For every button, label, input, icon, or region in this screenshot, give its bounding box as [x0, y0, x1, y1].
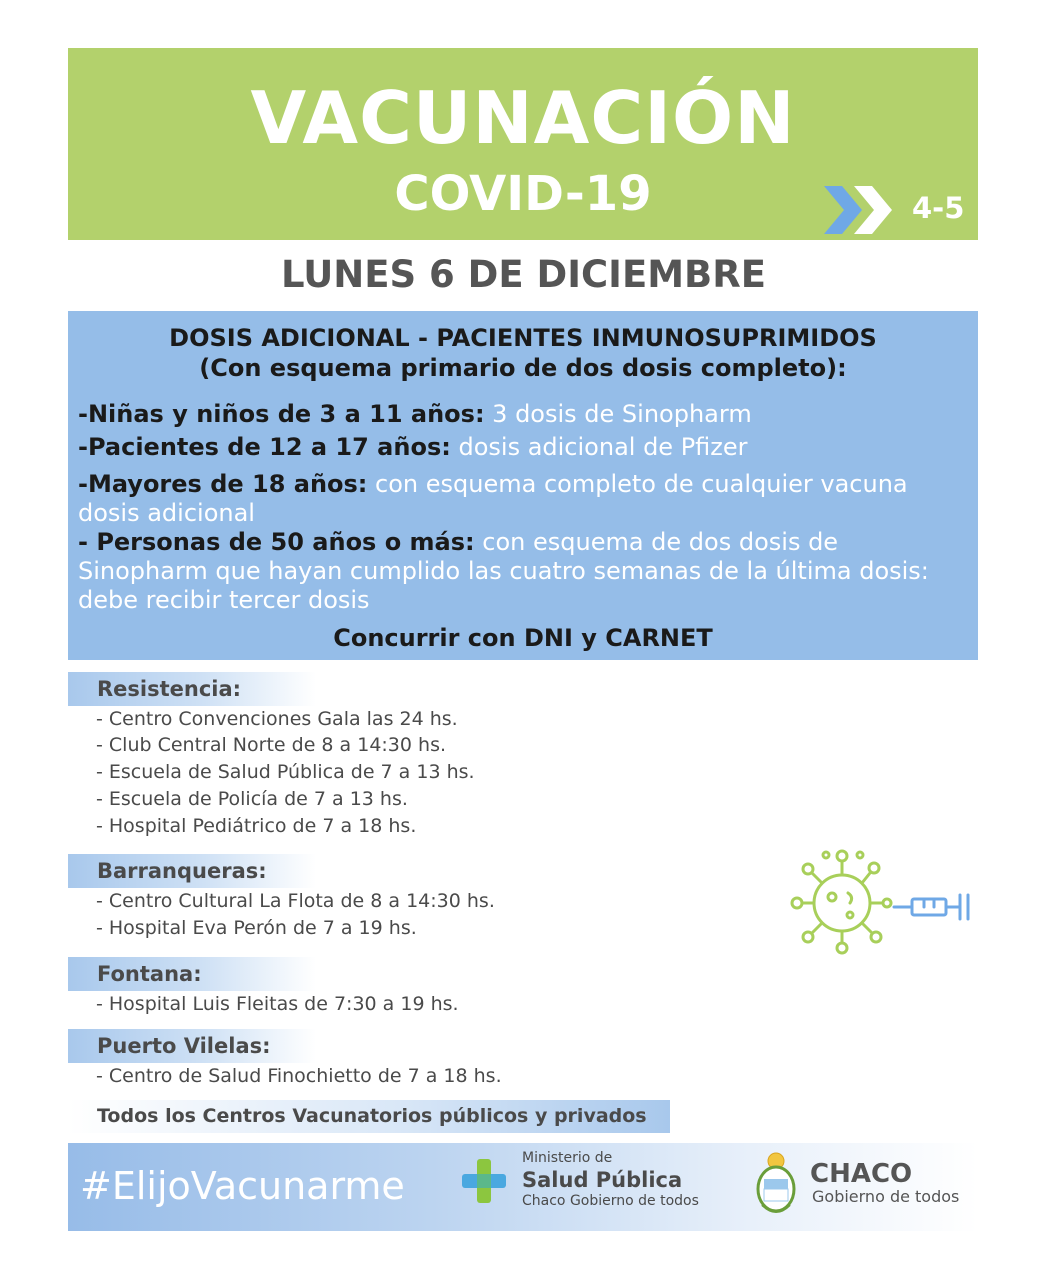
- info-item-label: -Mayores de 18 años:: [78, 470, 368, 498]
- info-item: [78, 400, 973, 429]
- location-item: - Centro de Salud Finochietto de 7 a 18 hs.: [96, 1065, 502, 1087]
- chaco-seal-icon: [752, 1149, 800, 1219]
- date-heading: LUNES 6 DE DICIEMBRE: [280, 253, 767, 296]
- footer-banner: [68, 1143, 978, 1231]
- all-centers-banner: [68, 1100, 670, 1133]
- info-heading: DOSIS ADICIONAL - PACIENTES INMUNOSUPRIMIDOS: [169, 324, 877, 352]
- location-item: - Escuela de Policía de 7 a 13 hs.: [96, 788, 408, 810]
- location-item: - Hospital Eva Perón de 7 a 19 hs.: [96, 917, 417, 939]
- requirement-note: Concurrir con DNI y CARNET: [333, 624, 713, 652]
- city-header-barranqueras: [68, 854, 316, 888]
- hashtag: #ElijoVacunarme: [80, 1164, 405, 1208]
- page-indicator: 4-5: [912, 191, 965, 225]
- title: VACUNACIÓN: [250, 76, 796, 160]
- info-item-text: con esquema completo de cualquier vacuna dosis adicional: [78, 470, 908, 527]
- location-item: - Escuela de Salud Pública de 7 a 13 hs.: [96, 761, 475, 783]
- city-label: Resistencia:: [97, 677, 242, 701]
- city-header-resistencia: [68, 672, 316, 706]
- ministry-name: Salud Pública: [522, 1168, 683, 1192]
- medical-cross-icon: [462, 1159, 506, 1203]
- info-box: [68, 311, 978, 660]
- location-item: - Centro Cultural La Flota de 8 a 14:30 hs.: [96, 890, 495, 912]
- info-item: [78, 433, 973, 462]
- city-label: Puerto Vilelas:: [97, 1034, 271, 1058]
- ministry-label: Ministerio de: [522, 1150, 613, 1166]
- info-item: [78, 470, 973, 528]
- city-label: Fontana:: [97, 962, 202, 986]
- city-header-fontana: [68, 957, 316, 991]
- location-item: - Centro Convenciones Gala las 24 hs.: [96, 708, 458, 730]
- info-item-text: dosis adicional de Pfizer: [450, 433, 748, 461]
- province-subtitle: Gobierno de todos: [812, 1187, 960, 1206]
- info-item: [78, 528, 973, 615]
- info-item-label: - Personas de 50 años o más:: [78, 528, 475, 556]
- ministry-subtitle: Chaco Gobierno de todos: [522, 1193, 699, 1209]
- info-item-label: -Pacientes de 12 a 17 años:: [78, 433, 451, 461]
- all-centers-label: Todos los Centros Vacunatorios públicos y privados: [97, 1105, 647, 1127]
- city-label: Barranqueras:: [97, 859, 267, 883]
- header-banner: [68, 48, 978, 240]
- virus-syringe-icon: [790, 845, 980, 955]
- subtitle: COVID-19: [394, 166, 652, 222]
- info-item-label: -Niñas y niños de 3 a 11 años:: [78, 400, 485, 428]
- info-item-text: 3 dosis de Sinopharm: [484, 400, 752, 428]
- location-item: - Hospital Pediátrico de 7 a 18 hs.: [96, 815, 417, 837]
- double-chevron-right-icon: [820, 182, 900, 238]
- info-item-text: con esquema de dos dosis de Sinopharm que hayan cumplido las cuatro semanas de la última dosis: debe recibir tercer dosis: [78, 528, 929, 614]
- location-item: - Hospital Luis Fleitas de 7:30 a 19 hs.: [96, 993, 459, 1015]
- info-subheading: (Con esquema primario de dos dosis completo):: [199, 354, 847, 382]
- province-name: CHACO: [810, 1159, 913, 1189]
- location-item: - Club Central Norte de 8 a 14:30 hs.: [96, 734, 447, 756]
- city-header-puerto-vilelas: [68, 1029, 316, 1063]
